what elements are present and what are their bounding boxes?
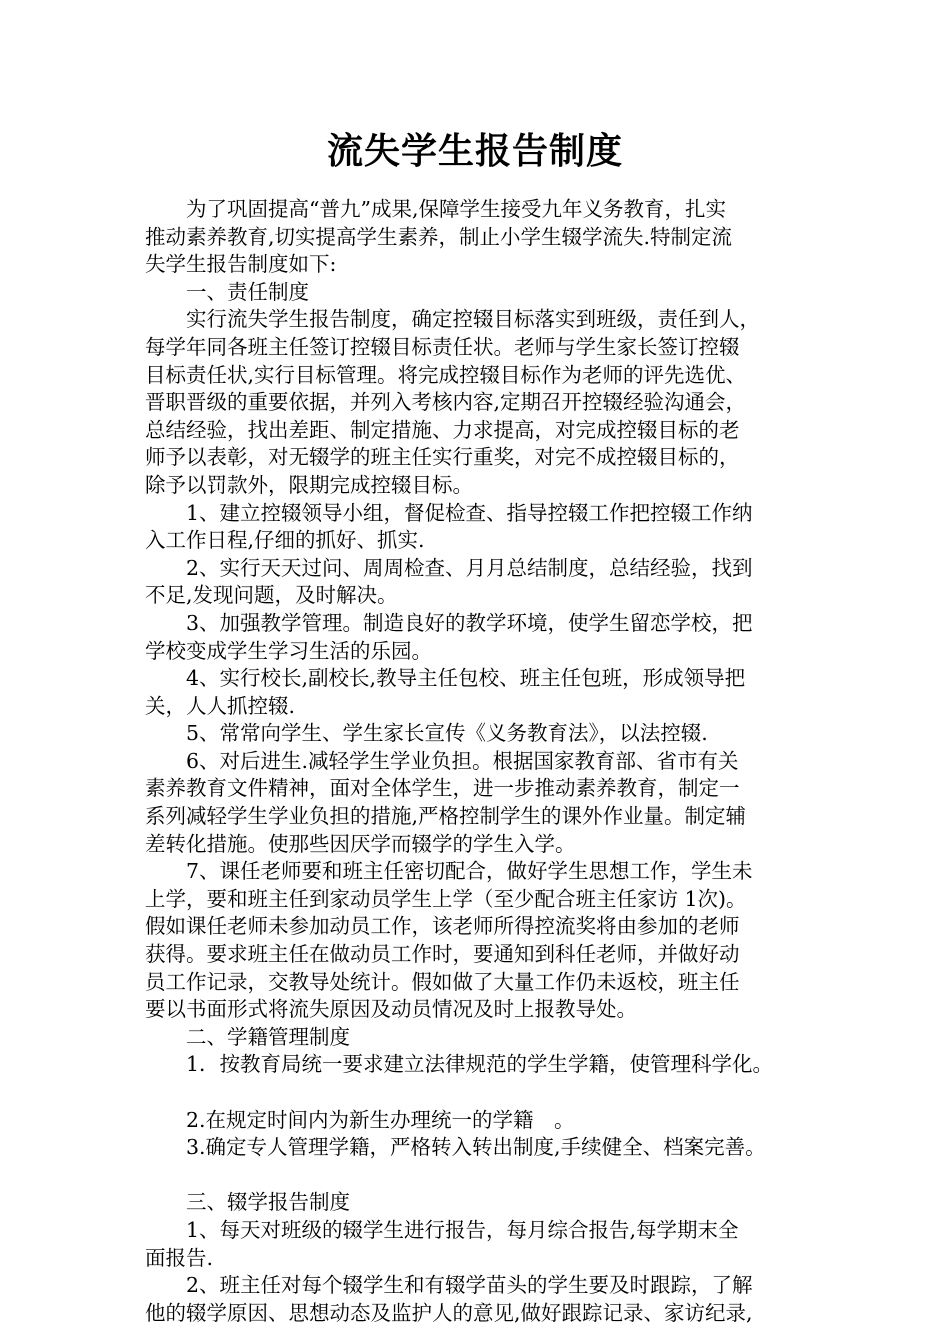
text-line: 5、常常向学生、学生家长宣传《义务教育法》，以法控辍. xyxy=(145,721,708,746)
text-line: 1、建立控辍领导小组，督促检查、指导控辍工作把控辍工作纳 xyxy=(145,500,753,525)
text-line: 6、对后进生.减轻学生学业负担。根据国家教育部、省市有关 xyxy=(145,748,739,773)
text-line: 4、实行校长,副校长,教导主任包校、班主任包班，形成领导把 xyxy=(145,666,746,691)
text-line: 获得。要求班主任在做动员工作时，要通知到科任老师，并做好动 xyxy=(145,942,740,967)
text-line: 目标责任状,实行目标管理。将完成控辍目标作为老师的评先选优、 xyxy=(145,362,747,387)
text-line: 3、加强教学管理。制造良好的教学环境，使学生留恋学校，把 xyxy=(145,610,753,635)
text-line: 2、实行天天过问、周周检查、月月总结制度，总结经验，找到 xyxy=(145,555,753,580)
text-line: 除予以罚款外，限期完成控辍目标。 xyxy=(145,472,473,497)
text-line: 失学生报告制度如下: xyxy=(145,252,337,277)
text-line: 一、责任制度 xyxy=(145,279,309,304)
text-line: 他的辍学原因、思想动态及监护人的意见,做好跟踪记录、家访纪录, xyxy=(145,1300,753,1325)
text-line: 学校变成学生学习生活的乐园。 xyxy=(145,638,432,663)
text-line: 二、学籍管理制度 xyxy=(145,1024,350,1049)
text-line: 假如课任老师未参加动员工作，该老师所得控流奖将由参加的老师 xyxy=(145,914,740,939)
text-line: 推动素养教育,切实提高学生素养，制止小学生辍学流失.特制定流 xyxy=(145,224,733,249)
text-line: 1、每天对班级的辍学生进行报告，每月综合报告,每学期末全 xyxy=(145,1217,739,1242)
text-line: 面报告. xyxy=(145,1245,214,1270)
text-line: 晋职晋级的重要依据，并列入考核内容,定期召开控辍经验沟通会， xyxy=(145,390,747,415)
text-line: 系列减轻学生学业负担的措施,严格控制学生的课外作业量。制定辅 xyxy=(145,804,747,829)
text-line: 3.确定专人管理学籍，严格转入转出制度,手续健全、档案完善。 xyxy=(145,1135,766,1160)
text-line: 1．按教育局统一要求建立法律规范的学生学籍，使管理科学化。 xyxy=(145,1052,774,1077)
text-line: 总结经验，找出差距、制定措施、力求提高，对完成控辍目标的老 xyxy=(145,417,740,442)
text-line: 实行流失学生报告制度，确定控辍目标落实到班级，责任到人， xyxy=(145,307,760,332)
text-line: 关，人人抓控辍. xyxy=(145,693,296,718)
text-line: 三、辍学报告制度 xyxy=(145,1190,350,1215)
text-line: 不足,发现问题，及时解决。 xyxy=(145,583,398,608)
page-title: 流失学生报告制度 xyxy=(326,131,623,172)
text-line: 上学，要和班主任到家动员学生上学（至少配合班主任家访 1次)。 xyxy=(145,886,747,911)
text-line: 素养教育文件精神，面对全体学生，进一步推动素养教育，制定一 xyxy=(145,776,740,801)
text-line: 2.在规定时间内为新生办理统一的学籍 。 xyxy=(145,1107,575,1132)
text-line: 每学年同各班主任签订控辍目标责任状。老师与学生家长签订控辍 xyxy=(145,334,740,359)
blank-line xyxy=(145,1162,805,1190)
text-line: 为了巩固提高“普九”成果,保障学生接受九年义务教育，扎实 xyxy=(145,197,726,221)
blank-line xyxy=(145,1079,805,1107)
text-line: 2、班主任对每个辍学生和有辍学苗头的学生要及时跟踪，了解 xyxy=(145,1273,753,1298)
text-line: 7、课任老师要和班主任密切配合，做好学生思想工作，学生未 xyxy=(145,859,753,884)
text-line: 师予以表彰，对无辍学的班主任实行重奖，对完不成控辍目标的， xyxy=(145,445,740,470)
document-body xyxy=(145,196,805,1327)
text-line: 差转化措施。使那些因厌学而辍学的学生入学。 xyxy=(145,831,576,856)
text-line: 要以书面形式将流失原因及动员情况及时上报教导处。 xyxy=(145,997,637,1022)
text-line: 入工作日程,仔细的抓好、抓实. xyxy=(145,528,425,553)
text-line: 员工作记录，交教导处统计。假如做了大量工作仍未返校，班主任 xyxy=(145,969,740,994)
